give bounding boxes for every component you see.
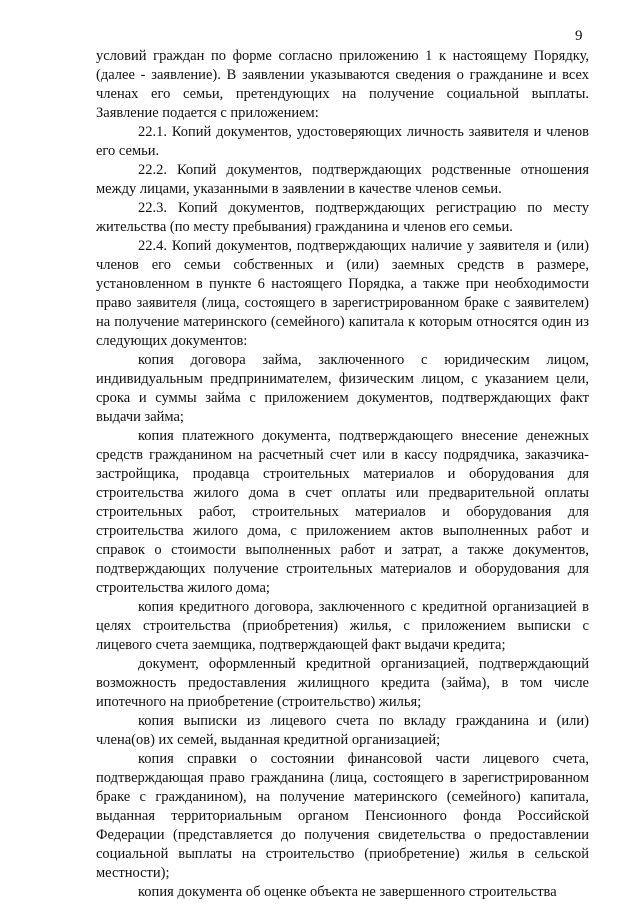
page-number: 9 [575,28,583,44]
list-item-pension-fund-certificate: копия справки о состоянии финансовой части лицевого счета, подтверждающая право гражданина (лица, состоящего в зарегистрированном браке с гражданином), на получение материнского (семейного) капитала, выданная территориальным органом Пенсионного фонда Российской Федерации (представляется до получения свидетельства о предоставлении социальной выплаты на строительство (приобретение) жилья в сельской местности); [96,751,589,881]
list-item-credit-agreement: копия кредитного договора, заключенного с кредитной организацией в целях строительства (приобретения) жилья, с приложением выписки с лицевого счета заемщика, подтверждающей факт выдачи кредита; [96,599,589,653]
list-item-loan-agreement: копия договора займа, заключенного с юридическим лицом, индивидуальным предпринимателем, физическим лицом, с указанием цели, срока и суммы займа с приложением документов, подтверждающих факт выдачи займа; [96,352,589,425]
paragraph-22-2: 22.2. Копий документов, подтверждающих родственные отношения между лицами, указанными в заявлении в качестве членов семьи. [96,162,589,197]
list-item-payment-document: копия платежного документа, подтверждающего внесение денежных средств гражданином на расчетный счет или в кассу подрядчика, заказчика-застройщика, продавца строительных материалов и оборудования для строительства жилого дома в счет оплаты или предварительной оплаты строительных работ, строительных материалов и оборудования для строительства жилого дома, с приложением актов выполненных работ и справок о стоимости выполненных работ и затрат, а также документов, подтверждающих получение строительных материалов и оборудования для строительства жилого дома; [96,428,589,596]
list-item-valuation-document: копия документа об оценке объекта не завершенного строительства [138,884,557,900]
paragraph-22-1: 22.1. Копий документов, удостоверяющих личность заявителя и членов его семьи. [96,124,589,159]
paragraph-22-4: 22.4. Копий документов, подтверждающих наличие у заявителя и (или) членов его семьи собственных и (или) заемных средств в размере, установленном в пункте 6 настоящего Порядка, а также при необходимости право заявителя (лица, состоящего в зарегистрированном браке с заявителем) на получение материнского (семейного) капитала к которым относятся один из следующих документов: [96,238,589,349]
list-item-account-statement: копия выписки из лицевого счета по вкладу гражданина и (или) члена(ов) их семей, выданная кредитной организацией; [96,713,589,748]
list-item-bank-document: документ, оформленный кредитной организацией, подтверждающий возможность предоставления жилищного кредита (займа), в том числе ипотечного на приобретение (строительство) жилья; [96,656,589,710]
document-body [96,47,589,902]
paragraph-intro: условий граждан по форме согласно приложению 1 к настоящему Порядку, (далее - заявление). В заявлении указываются сведения о гражданине и всех членах его семьи, претендующих на получение социальной выплаты. Заявление подается с приложением: [96,48,589,121]
paragraph-22-3: 22.3. Копий документов, подтверждающих регистрацию по месту жительства (по месту пребывания) гражданина и членов его семьи. [96,200,589,235]
